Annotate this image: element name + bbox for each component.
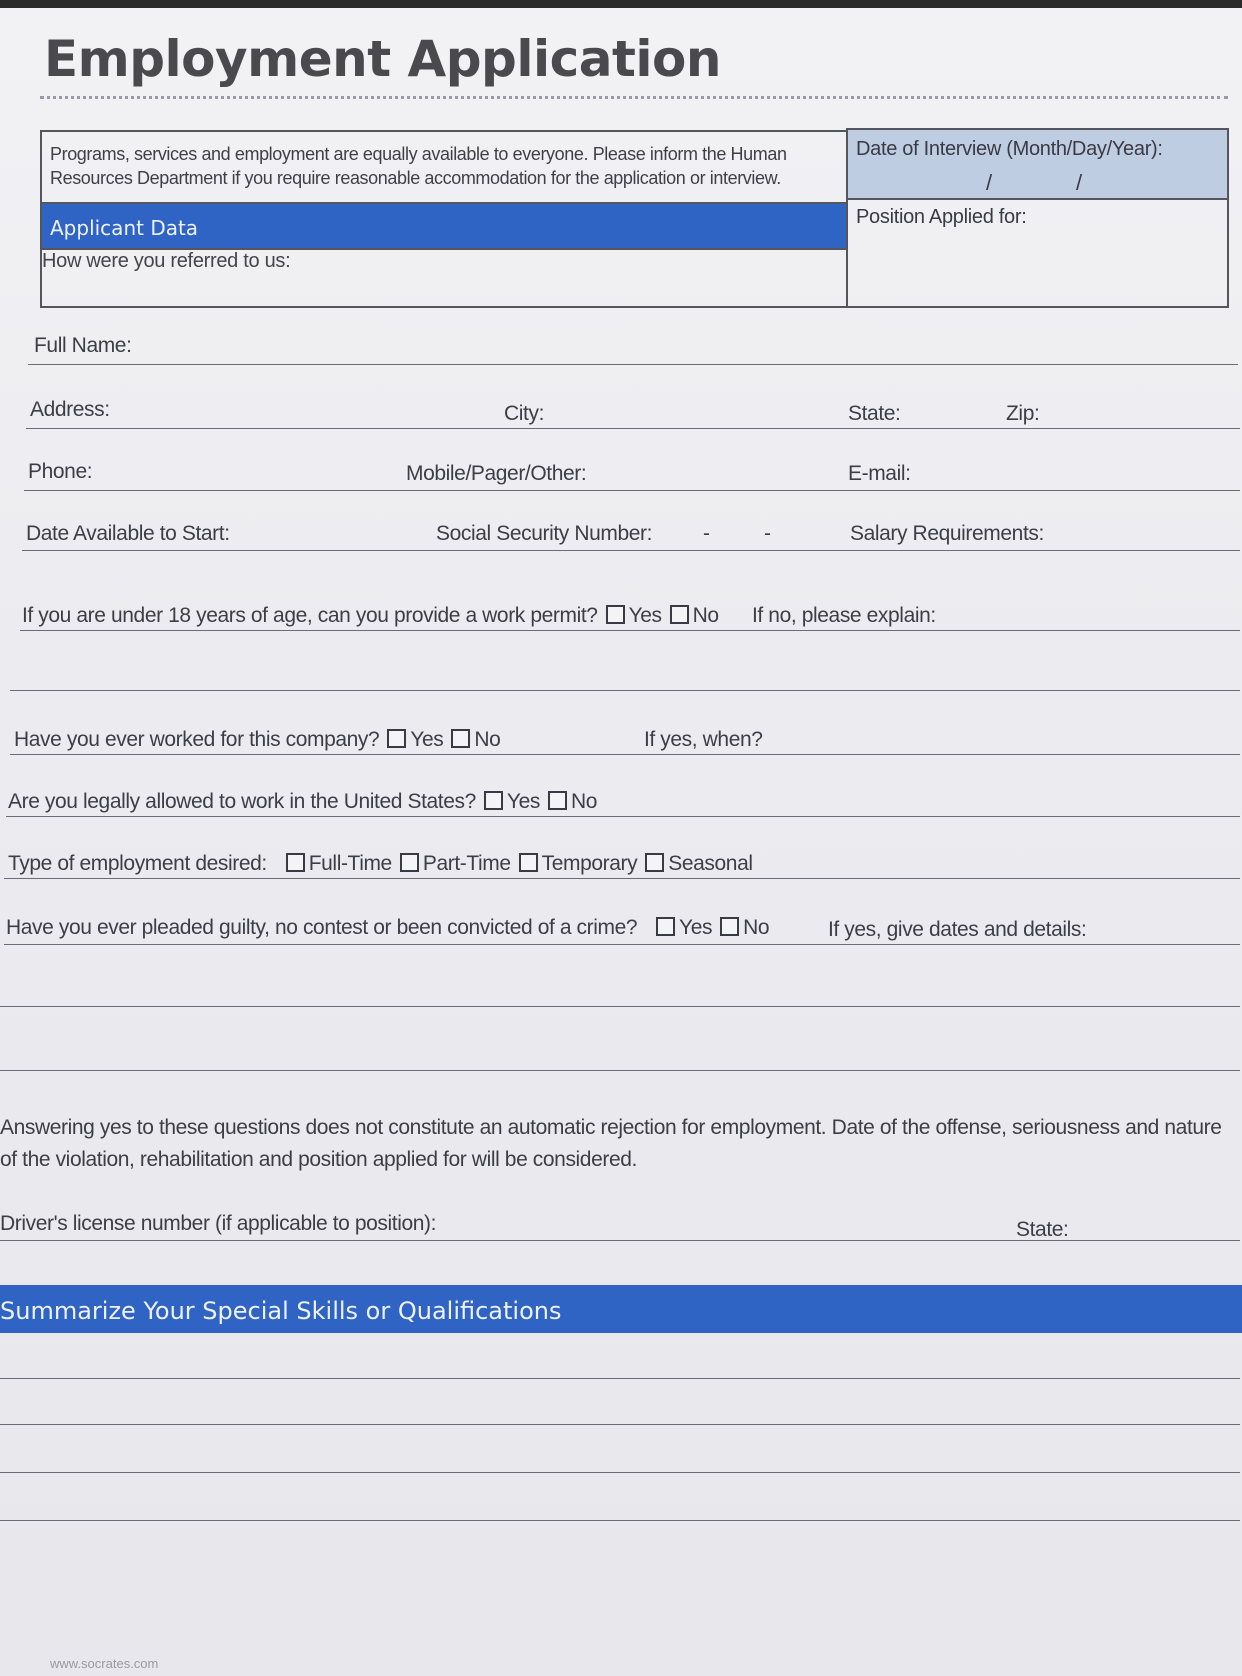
worked-before-text: Have you ever worked for this company? [14,728,380,751]
ssn-dash: - [703,522,710,545]
work-permit-question [22,604,719,628]
part-time-checkbox[interactable] [400,853,419,872]
state-label: State: [848,402,901,425]
legally-allowed-question [8,790,597,814]
worked-when-label: If yes, when? [644,728,763,751]
referral-label: How were you referred to us: [42,250,291,272]
date-available-line[interactable] [22,550,1240,551]
full-name-label: Full Name: [34,334,132,357]
work-permit-yes-checkbox[interactable] [606,605,625,624]
full-time-label: Full-Time [308,852,392,875]
skills-line[interactable] [0,1472,1240,1473]
legally-allowed-yes-checkbox[interactable] [484,791,503,810]
explain-line[interactable] [10,690,1240,691]
notice-box [40,130,848,202]
salary-label: Salary Requirements: [850,522,1044,545]
phone-label: Phone: [28,460,93,483]
position-applied-field[interactable] [846,198,1229,308]
conviction-text: Have you ever pleaded guilty, no contest or been convicted of a crime? [6,916,638,939]
temporary-label: Temporary [541,852,638,875]
seasonal-label: Seasonal [668,852,753,875]
section-title: Applicant Data [50,216,199,240]
legally-allowed-text: Are you legally allowed to work in the United States? [8,790,476,813]
conviction-line[interactable] [4,944,1240,945]
form-title: Employment Application [44,30,721,88]
date-separator: / [1076,170,1083,195]
conviction-details-label: If yes, give dates and details: [828,918,1087,941]
license-state-label: State: [1016,1218,1069,1241]
conviction-details-line[interactable] [0,1070,1240,1071]
conviction-question [6,916,769,940]
conviction-yes-checkbox[interactable] [656,917,675,936]
no-label: No [570,790,598,813]
legally-allowed-line[interactable] [6,816,1240,817]
skills-line[interactable] [0,1520,1240,1521]
ssn-label: Social Security Number: [436,522,653,545]
interview-date-label: Date of Interview (Month/Day/Year): [856,138,1163,160]
legally-allowed-no-checkbox[interactable] [548,791,567,810]
work-permit-explain-label: If no, please explain: [752,604,936,627]
footer-url: www.socrates.com [50,1656,159,1671]
part-time-label: Part-Time [422,852,511,875]
interview-date-field[interactable] [846,128,1229,200]
position-applied-label: Position Applied for: [856,206,1027,228]
yes-label: Yes [410,728,444,751]
work-permit-text: If you are under 18 years of age, can you provide a work permit? [22,604,598,627]
work-permit-line[interactable] [20,630,1240,631]
zip-label: Zip: [1006,402,1040,425]
employment-type-text: Type of employment desired: [8,852,267,875]
conviction-disclaimer: Answering yes to these questions does not constitute an automatic rejection for employment. Date of the offense, seriousness and nature of the violation, rehabilitation and position applied for will be considered. [0,1116,1222,1171]
temporary-checkbox[interactable] [519,853,538,872]
skills-header [0,1285,1242,1333]
skills-line[interactable] [0,1378,1240,1379]
no-label: No [474,728,501,751]
skills-line[interactable] [0,1424,1240,1425]
phone-line[interactable] [24,490,1240,491]
seasonal-checkbox[interactable] [645,853,664,872]
drivers-license-label: Driver's license number (if applicable to position): [0,1212,437,1235]
city-label: City: [504,402,545,425]
top-edge [0,0,1242,8]
worked-before-question [14,728,500,752]
yes-label: Yes [679,916,713,939]
address-line[interactable] [26,428,1240,429]
yes-label: Yes [506,790,540,813]
no-label: No [692,604,719,627]
full-time-checkbox[interactable] [286,853,305,872]
equal-opportunity-notice: Programs, services and employment are equally available to everyone. Please inform the Human Resources Department if you require reasonable accommodation for the application or interview. [50,144,787,188]
employment-type-line[interactable] [4,878,1240,879]
title-divider [40,96,1228,99]
mobile-label: Mobile/Pager/Other: [406,462,587,485]
full-name-line[interactable] [28,364,1238,365]
conviction-no-checkbox[interactable] [720,917,739,936]
applicant-data-header [40,202,848,250]
yes-label: Yes [628,604,662,627]
referral-field[interactable] [40,250,848,308]
date-separator: / [986,170,993,195]
address-label: Address: [30,398,110,421]
worked-before-line[interactable] [10,754,1240,755]
conviction-details-line[interactable] [0,1006,1240,1007]
email-label: E-mail: [848,462,911,485]
ssn-dash: - [764,522,771,545]
worked-before-yes-checkbox[interactable] [387,729,406,748]
skills-title: Summarize Your Special Skills or Qualifications [0,1297,562,1325]
worked-before-no-checkbox[interactable] [451,729,470,748]
work-permit-no-checkbox[interactable] [670,605,689,624]
employment-type-question [8,852,753,876]
date-available-label: Date Available to Start: [26,522,230,545]
drivers-license-line[interactable] [0,1240,1240,1241]
no-label: No [743,916,770,939]
